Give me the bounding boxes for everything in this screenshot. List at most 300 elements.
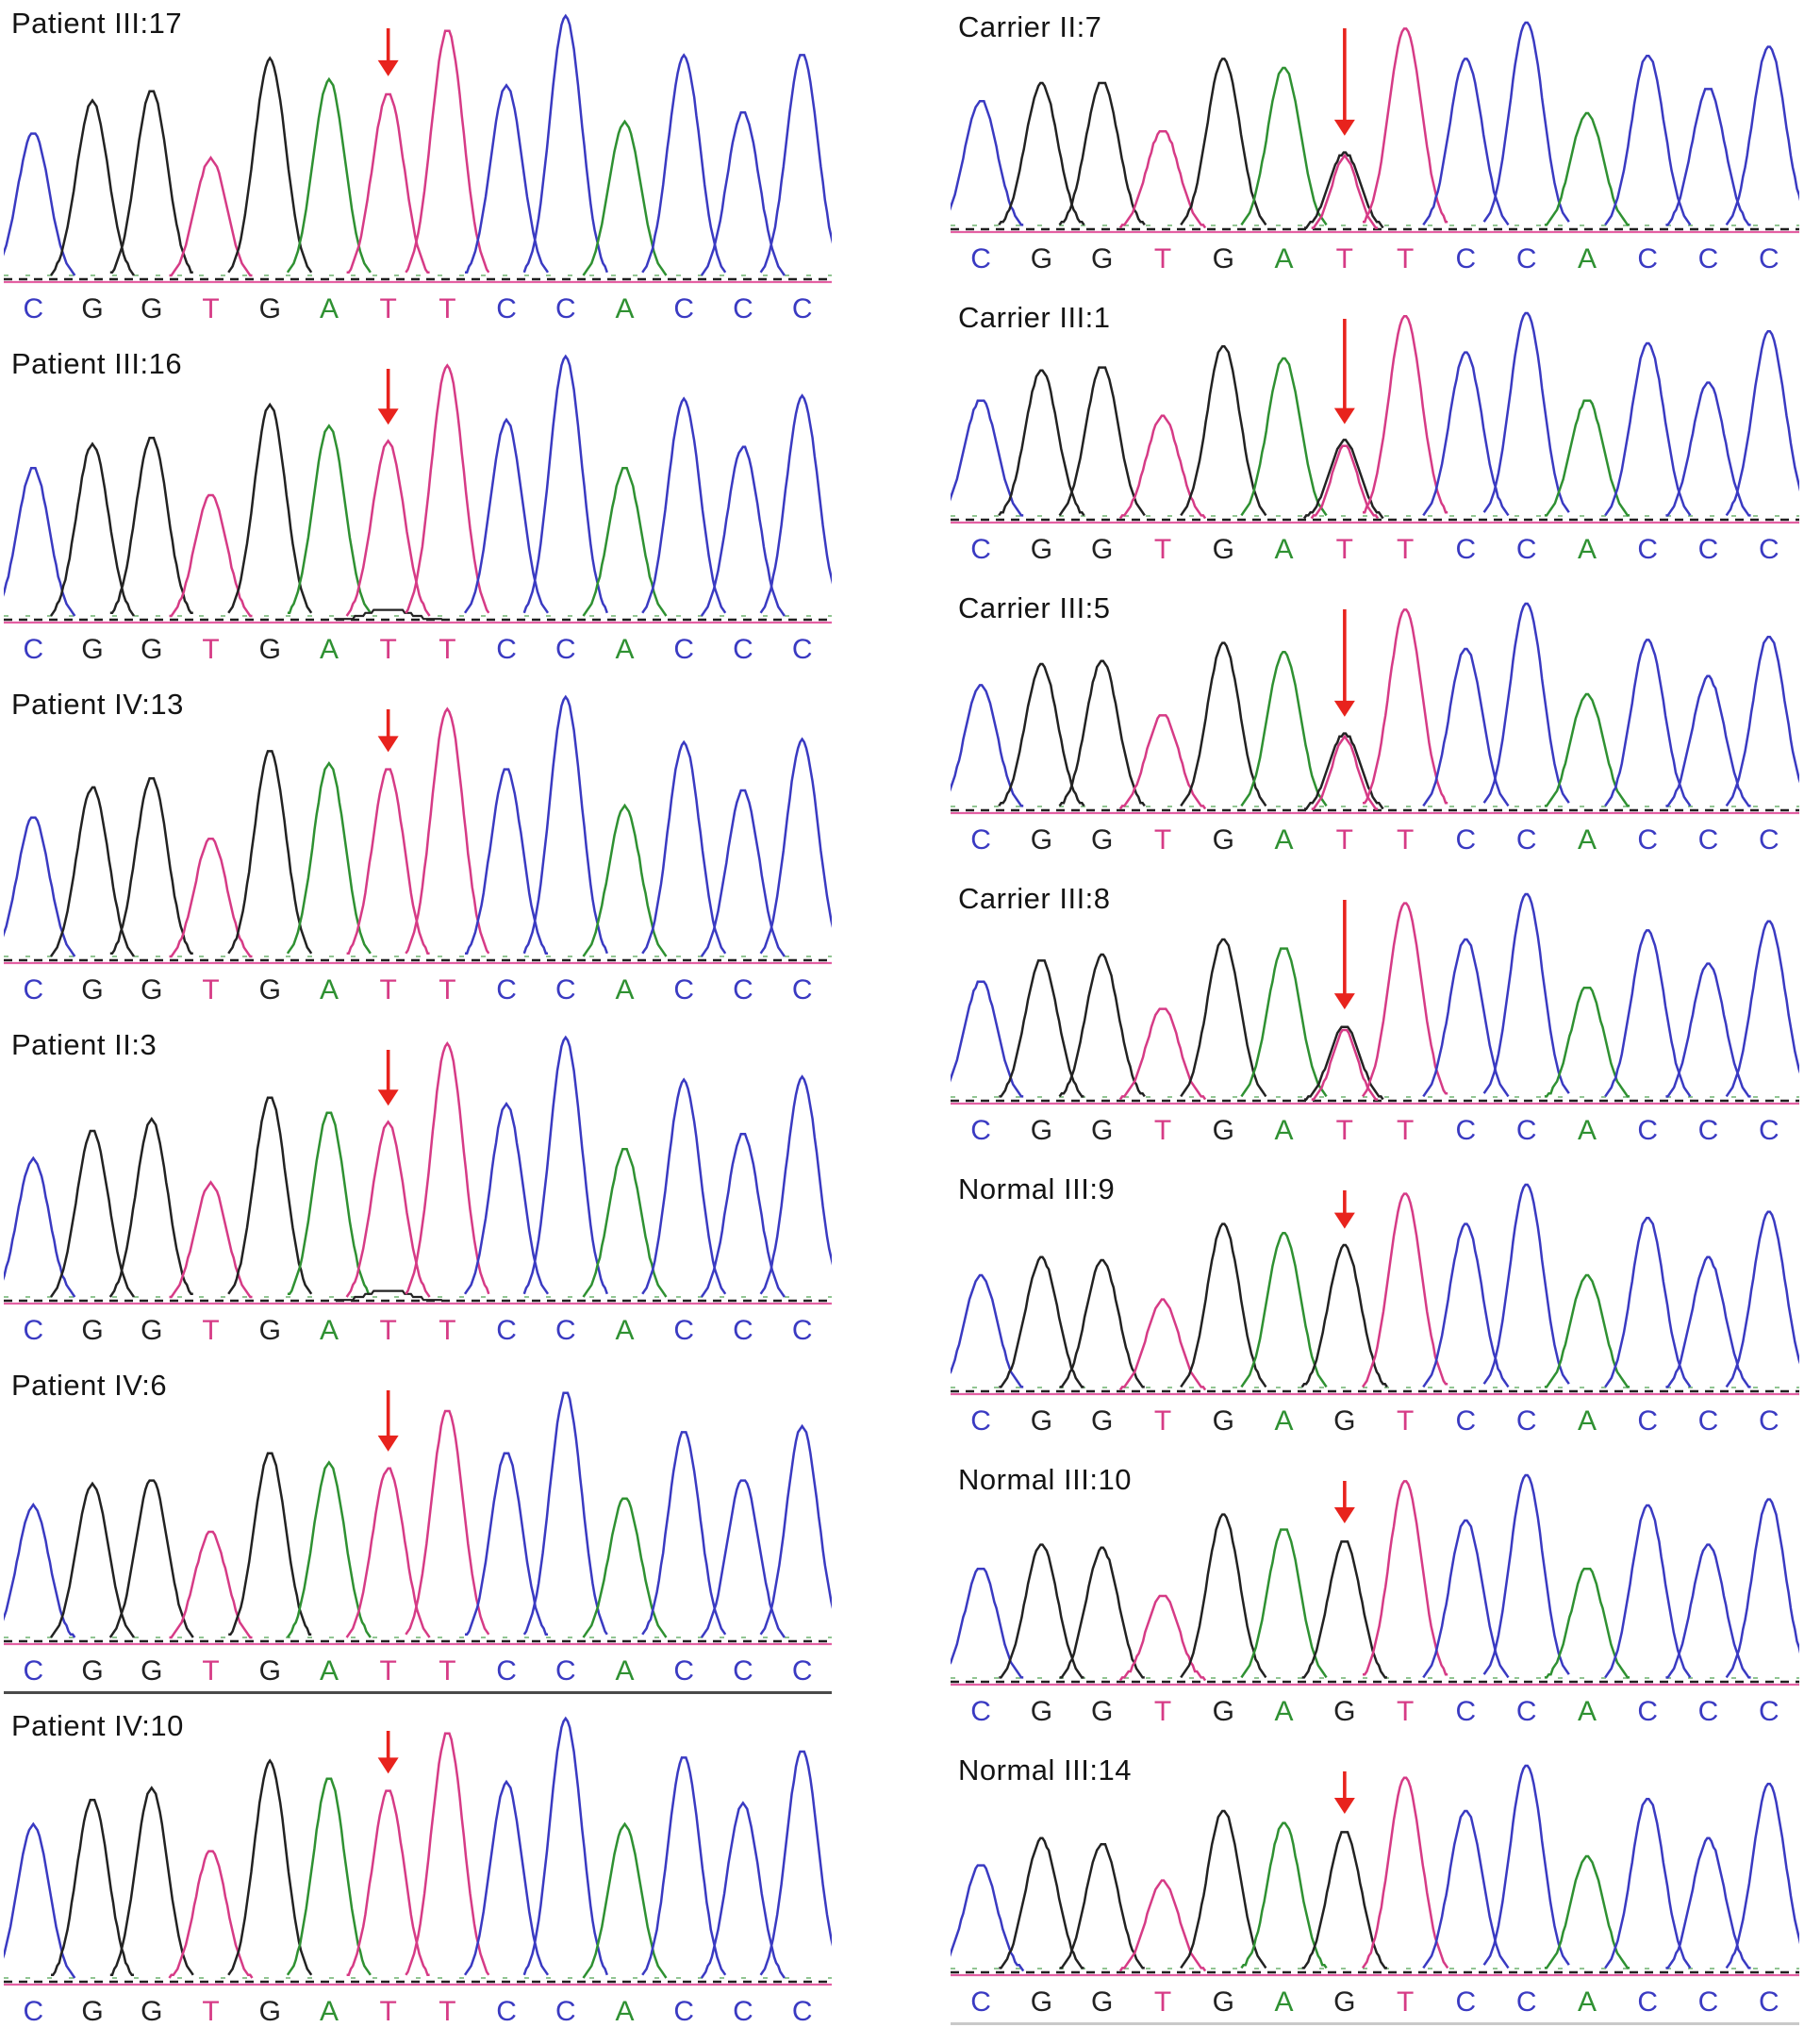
trace-peak <box>642 55 725 272</box>
chromatogram-panel <box>951 1170 1799 1441</box>
base-letter: C <box>23 974 44 1005</box>
base-letter: G <box>1212 1115 1234 1146</box>
trace-peak <box>347 94 430 273</box>
panel-label: Normal III:14 <box>958 1753 1132 1786</box>
trace-peak <box>110 1481 193 1637</box>
base-letter: T <box>1396 1405 1415 1437</box>
trace-peak <box>702 112 785 275</box>
base-letter: T <box>1153 534 1172 565</box>
base-letter: T <box>1396 1986 1415 2018</box>
trace-peak <box>1363 1778 1448 1969</box>
panel-label: Carrier III:8 <box>958 882 1111 915</box>
trace-peak <box>1545 1275 1630 1387</box>
base-letter: A <box>319 1996 339 2027</box>
trace-peak <box>1545 1569 1630 1677</box>
base-letter: G <box>81 974 104 1005</box>
trace-peak <box>110 438 193 613</box>
base-letter: A <box>1577 1115 1597 1146</box>
base-letter: C <box>1637 1115 1659 1146</box>
base-letter: C <box>1455 824 1477 856</box>
base-letter: T <box>439 1655 456 1687</box>
base-letter: A <box>1577 534 1597 565</box>
base-letter: C <box>673 1655 695 1687</box>
panel-label: Patient IV:6 <box>11 1369 168 1402</box>
base-letter: A <box>1577 243 1597 274</box>
red-arrow-icon <box>1334 900 1355 1009</box>
trace-peak <box>1423 353 1508 516</box>
trace-peak <box>1484 604 1569 803</box>
trace-peak <box>1423 1521 1508 1677</box>
base-call-sequence <box>4 1311 832 1351</box>
trace-peak <box>1120 715 1205 808</box>
trace-peak <box>405 709 488 954</box>
base-letter: G <box>1212 1986 1234 2018</box>
red-arrow-icon <box>1334 28 1355 136</box>
trace-peak <box>642 742 725 954</box>
base-letter: C <box>733 1315 753 1346</box>
base-letter: G <box>1030 534 1053 565</box>
base-letter: T <box>1396 1696 1415 1727</box>
base-letter: T <box>202 1315 220 1346</box>
base-call-sequence <box>4 630 832 670</box>
base-letter: A <box>1577 1986 1597 2018</box>
base-letter: G <box>1030 1405 1053 1437</box>
red-arrow-icon <box>378 1050 399 1105</box>
base-letter: C <box>1758 243 1779 274</box>
trace-peak <box>1665 1257 1750 1388</box>
trace-peak <box>1545 1856 1630 1968</box>
chromatogram-panel <box>951 1751 1799 2022</box>
trace-peak <box>1241 652 1326 806</box>
panel-label: Carrier III:5 <box>958 591 1111 624</box>
base-letter: T <box>439 1996 456 2027</box>
carrier-normal-chromatogram-column <box>951 8 1799 2022</box>
base-letter: C <box>554 1996 576 2027</box>
base-letter: A <box>1274 824 1294 856</box>
trace-peak <box>1060 368 1145 516</box>
base-letter: G <box>1091 824 1114 856</box>
panel-label: Normal III:10 <box>958 1463 1132 1496</box>
trace-peak <box>1605 343 1690 515</box>
trace-peak <box>347 1122 430 1297</box>
trace-peak <box>170 158 253 275</box>
trace-peak <box>1241 1233 1326 1387</box>
chromatogram-trace <box>4 685 832 971</box>
base-call-sequence <box>951 1692 1799 1732</box>
trace-peak <box>1241 68 1326 224</box>
trace-peak <box>524 357 607 613</box>
base-letter: G <box>141 634 163 665</box>
red-arrow-icon <box>1334 319 1355 424</box>
base-letter: C <box>1697 1696 1719 1727</box>
trace-peak <box>1484 894 1569 1093</box>
trace-peak <box>642 1432 725 1634</box>
base-letter: C <box>496 1655 517 1687</box>
base-letter: G <box>1212 1405 1234 1437</box>
base-letter: C <box>23 293 44 324</box>
base-letter: G <box>141 1996 163 2027</box>
trace-peak <box>1363 1194 1448 1388</box>
base-call-sequence <box>4 1652 832 1694</box>
base-letter: C <box>1758 534 1779 565</box>
trace-peak <box>524 1719 607 1975</box>
trace-peak <box>1363 1481 1448 1674</box>
base-letter: C <box>554 634 576 665</box>
chromatogram-panel <box>951 298 1799 570</box>
trace-peak <box>1060 661 1145 806</box>
base-letter: G <box>258 1655 281 1687</box>
trace-peak <box>1363 904 1448 1097</box>
trace-peak <box>761 55 832 272</box>
base-letter: G <box>141 293 163 324</box>
trace-peak <box>524 1038 607 1294</box>
base-letter: C <box>1758 824 1779 856</box>
base-letter: C <box>970 1696 991 1727</box>
base-letter: T <box>1153 243 1172 274</box>
base-call-sequence <box>951 1983 1799 2025</box>
trace-peak <box>1423 1811 1508 1968</box>
base-letter: A <box>319 634 339 665</box>
base-letter: G <box>1333 1986 1356 2018</box>
base-letter: C <box>673 1315 695 1346</box>
base-letter: C <box>733 974 753 1005</box>
base-letter: C <box>1697 824 1719 856</box>
base-letter: C <box>970 824 991 856</box>
base-letter: C <box>791 974 813 1005</box>
trace-peak <box>1312 446 1378 519</box>
base-letter: C <box>1515 1986 1537 2018</box>
trace-peak <box>1545 401 1630 516</box>
base-call-sequence <box>4 971 832 1010</box>
trace-peak <box>1312 156 1378 228</box>
trace-peak <box>228 58 311 273</box>
trace-peak <box>999 1545 1084 1678</box>
trace-peak <box>1605 1218 1690 1387</box>
trace-peak <box>1545 988 1630 1096</box>
trace-peak <box>347 440 430 616</box>
trace-peak <box>642 1080 725 1294</box>
base-letter: C <box>23 1996 44 2027</box>
trace-peak <box>761 1076 832 1293</box>
base-letter: G <box>1212 243 1234 274</box>
trace-peak <box>465 770 548 954</box>
red-arrow-icon <box>1334 609 1355 717</box>
base-letter: T <box>1153 1696 1172 1727</box>
trace-peak <box>1060 83 1145 224</box>
trace-peak <box>1363 609 1448 803</box>
base-letter: C <box>1515 1696 1537 1727</box>
base-letter: G <box>258 634 281 665</box>
trace-peak <box>405 1411 488 1635</box>
trace-peak <box>1484 23 1569 222</box>
base-letter: C <box>1697 534 1719 565</box>
base-letter: G <box>1030 1115 1053 1146</box>
panel-label: Patient IV:10 <box>11 1709 184 1742</box>
trace-peak <box>1605 56 1690 224</box>
red-arrow-icon <box>378 709 399 752</box>
base-letter: G <box>1030 243 1053 274</box>
trace-peak <box>170 495 253 616</box>
base-letter: T <box>1396 824 1415 856</box>
trace-peak <box>1605 640 1690 806</box>
base-letter: C <box>1697 1115 1719 1146</box>
base-letter: A <box>1274 534 1294 565</box>
trace-peak <box>1302 1541 1387 1677</box>
trace-peak <box>347 1791 430 1975</box>
base-letter: C <box>791 1655 813 1687</box>
trace-peak <box>110 91 193 273</box>
trace-peak <box>1545 113 1630 224</box>
base-letter: C <box>733 1655 753 1687</box>
trace-peak <box>1545 694 1630 806</box>
trace-peak <box>524 697 607 954</box>
trace-peak <box>288 425 371 612</box>
base-letter: T <box>202 1655 220 1687</box>
trace-peak <box>584 806 667 956</box>
trace-peak <box>1727 637 1799 806</box>
base-letter: T <box>202 1996 220 2027</box>
trace-peak <box>170 839 253 956</box>
trace-peak <box>761 1752 832 1975</box>
trace-peak <box>1665 89 1750 224</box>
base-letter: C <box>673 974 695 1005</box>
base-letter: C <box>791 634 813 665</box>
base-letter: C <box>1637 1986 1659 2018</box>
base-letter: C <box>1637 534 1659 565</box>
base-letter: C <box>1455 1115 1477 1146</box>
base-call-sequence <box>951 1402 1799 1441</box>
base-letter: G <box>1091 1405 1114 1437</box>
chromatogram-trace <box>4 344 832 630</box>
base-letter: A <box>615 1315 635 1346</box>
base-letter: C <box>1758 1115 1779 1146</box>
chromatogram-panel <box>4 685 832 1010</box>
base-letter: A <box>615 293 635 324</box>
panel-label: Patient IV:13 <box>11 688 184 721</box>
base-letter: C <box>496 1996 517 2027</box>
base-letter: C <box>23 1315 44 1346</box>
base-letter: C <box>970 243 991 274</box>
base-letter: C <box>554 1655 576 1687</box>
trace-peak <box>584 122 667 275</box>
base-letter: G <box>1212 1696 1234 1727</box>
trace-peak <box>405 365 488 612</box>
base-letter: G <box>1333 1405 1356 1437</box>
base-call-sequence <box>4 290 832 329</box>
base-letter: A <box>319 1315 339 1346</box>
trace-peak <box>465 420 548 613</box>
base-letter: G <box>1030 1986 1053 2018</box>
trace-peak <box>761 1426 832 1635</box>
trace-peak <box>1363 316 1448 512</box>
trace-peak <box>1727 1212 1799 1388</box>
base-letter: G <box>258 293 281 324</box>
trace-peak <box>1120 1009 1205 1100</box>
base-letter: G <box>1091 534 1114 565</box>
base-letter: C <box>733 1996 753 2027</box>
base-letter: C <box>1697 1405 1719 1437</box>
trace-peak <box>584 1824 667 1978</box>
base-letter: C <box>733 293 753 324</box>
base-letter: A <box>615 1655 635 1687</box>
base-letter: C <box>23 1655 44 1687</box>
trace-peak <box>951 1275 1023 1387</box>
trace-peak <box>1665 676 1750 806</box>
trace-peak <box>1120 416 1205 519</box>
panel-label: Patient III:16 <box>11 347 183 380</box>
base-letter: T <box>379 974 397 1005</box>
base-call-sequence <box>951 1111 1799 1151</box>
chromatogram-trace <box>4 1706 832 1992</box>
trace-peak <box>642 1757 725 1974</box>
red-arrow-icon <box>378 28 399 76</box>
base-letter: C <box>496 634 517 665</box>
trace-peak <box>1665 1838 1750 1969</box>
trace-peak <box>170 1532 253 1637</box>
base-letter: C <box>1637 1696 1659 1727</box>
trace-peak <box>465 1782 548 1975</box>
trace-peak <box>702 1803 785 1978</box>
trace-peak <box>702 447 785 616</box>
trace-peak <box>702 1481 785 1637</box>
base-letter: A <box>615 1996 635 2027</box>
trace-peak <box>1181 1811 1266 1968</box>
trace-peak <box>951 101 1023 224</box>
chromatogram-panel <box>4 1706 832 2032</box>
trace-peak <box>1060 1260 1145 1387</box>
trace-peak <box>110 778 193 954</box>
base-letter: G <box>1212 824 1234 856</box>
trace-peak <box>170 1182 253 1297</box>
base-letter: A <box>1577 824 1597 856</box>
trace-peak <box>951 1569 1023 1677</box>
base-letter: T <box>1396 243 1415 274</box>
trace-peak <box>761 395 832 612</box>
base-letter: G <box>258 1996 281 2027</box>
base-letter: C <box>970 1405 991 1437</box>
base-letter: T <box>1335 534 1353 565</box>
base-letter: C <box>496 974 517 1005</box>
trace-peak <box>110 1787 193 1974</box>
base-letter: T <box>379 293 397 324</box>
base-letter: C <box>1455 1405 1477 1437</box>
base-call-sequence <box>4 1992 832 2032</box>
base-letter: G <box>81 293 104 324</box>
base-call-sequence <box>951 821 1799 860</box>
trace-peak <box>1727 1784 1799 1968</box>
base-letter: G <box>1091 243 1114 274</box>
base-letter: C <box>1697 243 1719 274</box>
trace-peak <box>1665 964 1750 1097</box>
trace-peak <box>465 85 548 272</box>
trace-peak <box>1484 313 1569 512</box>
heterozygous-overlay-peak <box>1304 440 1383 518</box>
trace-peak <box>1120 1881 1205 1971</box>
base-letter: C <box>1455 243 1477 274</box>
chromatogram-panel <box>4 1366 832 1691</box>
chromatogram-panel <box>4 1025 832 1351</box>
chromatogram-panel <box>951 8 1799 279</box>
trace-peak <box>1484 1475 1569 1674</box>
trace-peak <box>1484 1766 1569 1965</box>
trace-peak <box>347 1469 430 1637</box>
red-arrow-icon <box>1334 1481 1355 1523</box>
trace-peak <box>1423 649 1508 806</box>
trace-peak <box>170 1852 253 1978</box>
base-letter: C <box>1758 1986 1779 2018</box>
trace-peak <box>1363 28 1448 222</box>
base-letter: G <box>81 1655 104 1687</box>
trace-peak <box>1060 1548 1145 1678</box>
red-arrow-icon <box>1334 1190 1355 1229</box>
trace-peak <box>347 770 430 954</box>
red-arrow-icon <box>378 369 399 424</box>
base-letter: A <box>319 974 339 1005</box>
base-letter: C <box>496 293 517 324</box>
base-letter: G <box>1212 534 1234 565</box>
trace-peak <box>465 1454 548 1635</box>
base-letter: T <box>202 293 220 324</box>
base-letter: T <box>1153 1986 1172 2018</box>
chromatogram-trace <box>4 1366 832 1652</box>
trace-peak <box>288 79 371 273</box>
trace-peak <box>405 1734 488 1975</box>
base-letter: G <box>1030 824 1053 856</box>
trace-peak <box>1302 1832 1387 1968</box>
trace-peak <box>1241 949 1326 1097</box>
base-letter: C <box>791 293 813 324</box>
trace-peak <box>1120 1300 1205 1390</box>
trace-peak <box>951 401 1023 516</box>
base-letter: C <box>1455 534 1477 565</box>
base-letter: T <box>202 974 220 1005</box>
base-letter: C <box>733 634 753 665</box>
red-arrow-icon <box>1334 1771 1355 1814</box>
base-letter: A <box>319 1655 339 1687</box>
base-letter: T <box>1396 1115 1415 1146</box>
base-letter: C <box>673 1996 695 2027</box>
base-letter: G <box>141 974 163 1005</box>
heterozygous-overlay-peak <box>1304 1027 1383 1100</box>
base-letter: C <box>673 634 695 665</box>
base-call-sequence <box>951 240 1799 279</box>
base-letter: T <box>439 634 456 665</box>
base-letter: T <box>202 634 220 665</box>
chromatogram-panel <box>951 879 1799 1151</box>
base-letter: A <box>1274 1986 1294 2018</box>
base-letter: T <box>1153 1405 1172 1437</box>
base-letter: A <box>1577 1405 1597 1437</box>
trace-peak <box>1423 939 1508 1096</box>
base-letter: T <box>439 1315 456 1346</box>
panel-label: Carrier II:7 <box>958 10 1102 43</box>
trace-peak <box>228 1098 311 1294</box>
base-letter: A <box>1274 1115 1294 1146</box>
base-letter: C <box>1637 243 1659 274</box>
base-letter: A <box>1577 1696 1597 1727</box>
base-letter: C <box>554 293 576 324</box>
base-letter: C <box>23 634 44 665</box>
panel-label: Patient III:17 <box>11 7 183 40</box>
chromatogram-panel <box>4 344 832 670</box>
base-letter: T <box>1335 824 1353 856</box>
trace-peak <box>4 1504 74 1637</box>
trace-peak <box>951 982 1023 1097</box>
trace-peak <box>1241 358 1326 515</box>
base-letter: C <box>1697 1986 1719 2018</box>
base-letter: C <box>673 293 695 324</box>
base-letter: A <box>615 634 635 665</box>
